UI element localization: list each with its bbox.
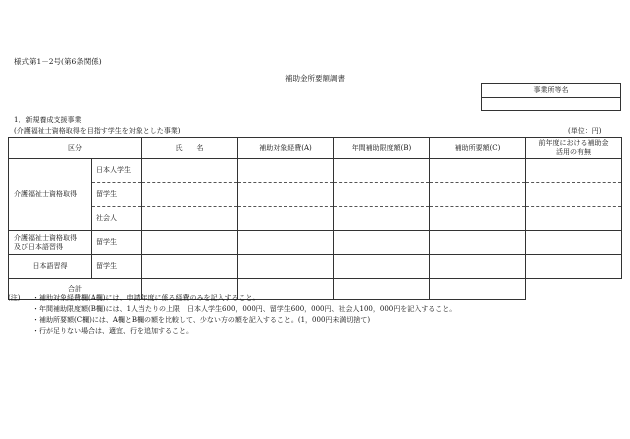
subsidy-table <box>8 137 622 300</box>
notes-mark: (注) <box>8 294 21 302</box>
cell-annual-limit[interactable] <box>334 207 430 231</box>
cell-prev-year[interactable] <box>526 255 622 279</box>
table-row <box>9 183 622 207</box>
office-name-box <box>481 83 621 111</box>
group-kaigo-japanese-line1: 介護福祉士資格取得 <box>14 233 77 242</box>
office-name-field[interactable] <box>482 98 620 112</box>
student-type-adult: 社会人 <box>92 207 142 231</box>
note-item: ・補助所要額(C欄)には、A欄とB欄の額を比較して、少ない方の額を記入すること。(1，000円未満切捨て) <box>32 316 371 324</box>
cell-annual-limit[interactable] <box>334 159 430 183</box>
header-subsidy-target: 補助対象経費(A) <box>238 138 334 159</box>
table-row <box>9 255 622 279</box>
cell-prev-year[interactable] <box>526 207 622 231</box>
table-row <box>9 231 622 255</box>
note-item: ・行が足りない場合は、適宜、行を追加すること。 <box>32 327 193 335</box>
table-header-row <box>9 138 622 159</box>
cell-name[interactable] <box>142 255 238 279</box>
notes-section <box>8 293 456 337</box>
cell-required-amount[interactable] <box>430 159 526 183</box>
student-type-international: 留学生 <box>92 183 142 207</box>
form-number: 様式第1－2号(第6条関係) <box>14 57 102 66</box>
cell-name[interactable] <box>142 159 238 183</box>
student-type-international: 留学生 <box>92 231 142 255</box>
document-title: 補助金所要額調書 <box>285 74 345 83</box>
note-item: ・補助対象経費欄(A欄)には、申請年度に係る経費のみを記入すること。 <box>32 294 260 302</box>
cell-required-amount[interactable] <box>430 183 526 207</box>
header-prev-year <box>526 138 622 159</box>
section-subheading: (介護福祉士資格取得を目指す学生を対象とした事業) <box>14 127 181 135</box>
section-heading: 1．新規養成支援事業 <box>14 116 82 124</box>
student-type-international: 留学生 <box>92 255 142 279</box>
cell-required-amount[interactable] <box>430 231 526 255</box>
total-blank <box>526 279 622 300</box>
cell-required-amount[interactable] <box>430 207 526 231</box>
cell-subsidy-target[interactable] <box>238 207 334 231</box>
table-row <box>9 159 622 183</box>
group-kaigo-japanese-line2: 及び日本語習得 <box>14 242 63 251</box>
student-type-japanese: 日本人学生 <box>92 159 142 183</box>
header-category: 区分 <box>9 138 142 159</box>
group-kaigo-japanese <box>9 231 92 255</box>
total-label: 合計 <box>9 279 142 300</box>
cell-subsidy-target[interactable] <box>238 231 334 255</box>
cell-annual-limit[interactable] <box>334 255 430 279</box>
header-required-amount: 補助所要額(C) <box>430 138 526 159</box>
group-japanese-language: 日本語習得 <box>9 255 92 279</box>
cell-name[interactable] <box>142 231 238 255</box>
cell-prev-year[interactable] <box>526 159 622 183</box>
header-name: 氏 名 <box>142 138 238 159</box>
cell-subsidy-target[interactable] <box>238 159 334 183</box>
cell-annual-limit[interactable] <box>334 231 430 255</box>
header-annual-limit: 年間補助限度額(B) <box>334 138 430 159</box>
office-name-label: 事業所等名 <box>482 84 620 98</box>
cell-name[interactable] <box>142 207 238 231</box>
header-prev-year-line2: 活用の有無 <box>556 148 591 156</box>
group-kaigo: 介護福祉士資格取得 <box>9 159 92 231</box>
table-row <box>9 207 622 231</box>
cell-name[interactable] <box>142 183 238 207</box>
cell-subsidy-target[interactable] <box>238 183 334 207</box>
cell-annual-limit[interactable] <box>334 183 430 207</box>
cell-prev-year[interactable] <box>526 231 622 255</box>
note-item: ・年間補助限度額(B欄)には、1人当たりの上限 日本人学生600，000円、留学生600，000円、社会人100，000円を記入すること。 <box>32 305 457 313</box>
unit-label: (単位：円) <box>568 127 602 135</box>
header-prev-year-line1: 前年度における補助金 <box>538 139 609 147</box>
cell-subsidy-target[interactable] <box>238 255 334 279</box>
cell-required-amount[interactable] <box>430 255 526 279</box>
cell-prev-year[interactable] <box>526 183 622 207</box>
